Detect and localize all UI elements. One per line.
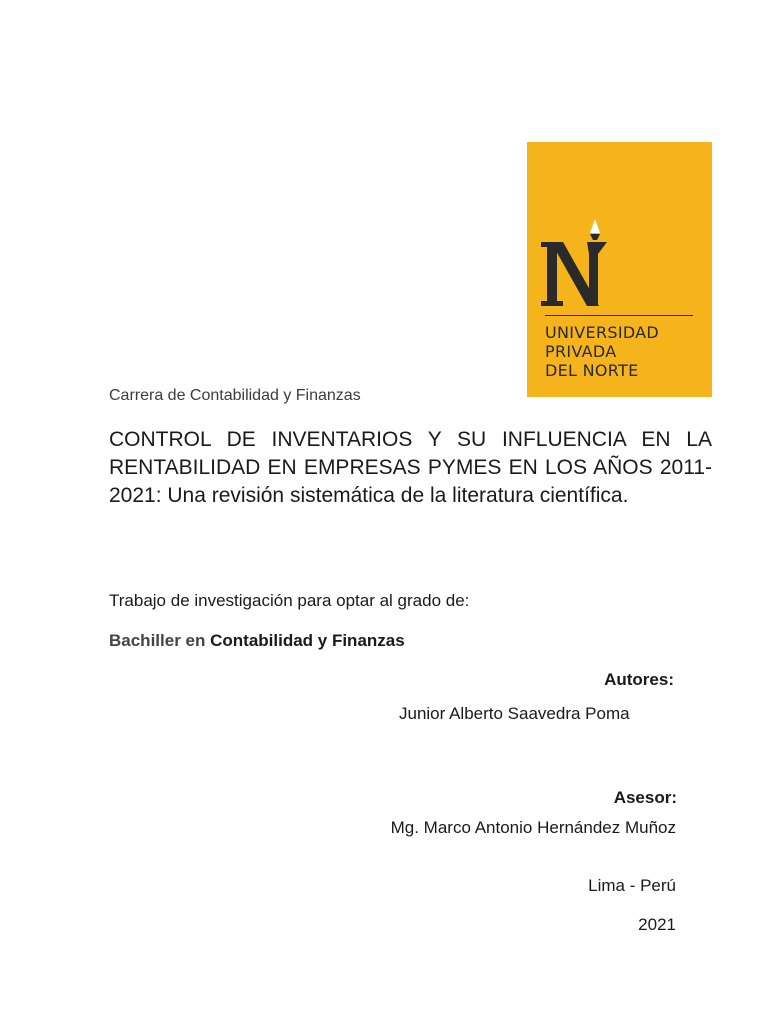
university-logo — [527, 142, 712, 397]
career-name: Carrera de Contabilidad y Finanzas — [109, 387, 361, 404]
degree-field: Contabilidad y Finanzas — [210, 631, 405, 650]
advisor-label: Asesor: — [613, 788, 677, 807]
thesis-title: CONTROL DE INVENTARIOS Y SU INFLUENCIA EN LA RENTABILIDAD EN EMPRESAS PYMES EN LOS AÑOS 2011-2021: Una revisión sistemática de la literatura científica. — [109, 428, 712, 507]
degree-prefix: Bachiller en — [109, 631, 206, 650]
logo-line-2: PRIVADA — [545, 342, 617, 361]
torch-icon — [590, 234, 600, 240]
year: 2021 — [638, 915, 676, 934]
city: Lima - Perú — [588, 876, 676, 895]
logo-line-1: UNIVERSIDAD — [545, 323, 660, 342]
purpose-statement: Trabajo de investigación para optar al grado de: — [109, 591, 470, 610]
author-name: Junior Alberto Saavedra Poma — [399, 704, 630, 723]
flame-icon — [590, 219, 600, 233]
logo-line-3: DEL NORTE — [545, 361, 639, 380]
n-emblem-icon — [527, 142, 712, 322]
degree-line — [109, 631, 405, 651]
advisor-name: Mg. Marco Antonio Hernández Muñoz — [390, 818, 676, 837]
authors-label: Autores: — [604, 670, 674, 689]
logo-divider — [545, 315, 693, 316]
logo-wordmark — [545, 323, 705, 380]
